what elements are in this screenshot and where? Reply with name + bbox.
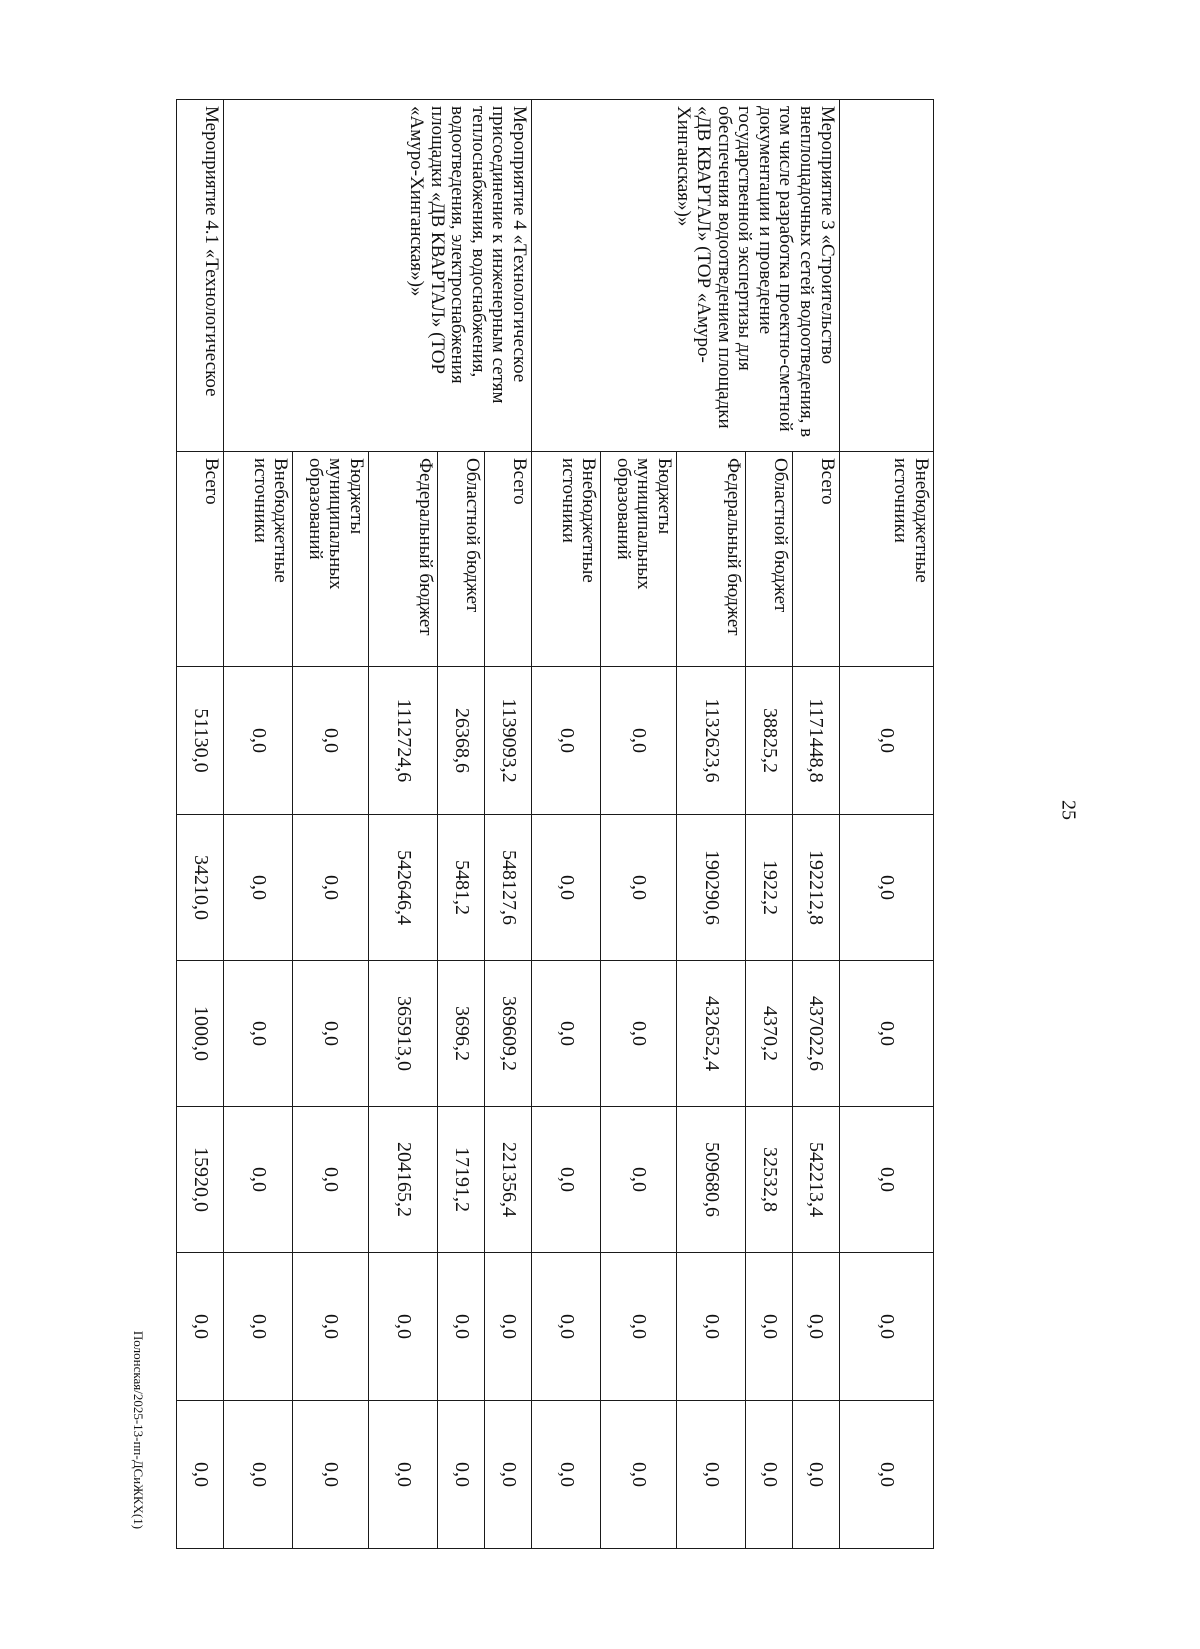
value-cell: 26368,6: [438, 667, 485, 815]
value-cell: 0,0: [368, 1253, 437, 1401]
funding-source-cell: Внебюджетные источники: [223, 452, 292, 667]
value-cell: 0,0: [792, 1253, 839, 1401]
funding-source-cell: Бюджеты муниципальных образований: [293, 452, 369, 667]
value-cell: 51130,0: [177, 667, 224, 815]
value-cell: 0,0: [601, 815, 677, 961]
activity-title-cell: [839, 100, 933, 452]
value-cell: 0,0: [746, 1401, 793, 1549]
value-cell: 432652,4: [676, 961, 745, 1107]
funding-source-cell: Всего: [177, 452, 224, 667]
funding-source-cell: Всего: [792, 452, 839, 667]
value-cell: 0,0: [839, 1107, 933, 1253]
funding-source-cell: Внебюджетные источники: [839, 452, 933, 667]
value-cell: 0,0: [223, 815, 292, 961]
value-cell: 0,0: [531, 961, 600, 1107]
value-cell: 34210,0: [177, 815, 224, 961]
value-cell: 0,0: [531, 1401, 600, 1549]
funding-source-cell: Федеральный бюджет: [676, 452, 745, 667]
funding-source-cell: Внебюджетные источники: [531, 452, 600, 667]
table-rotation-frame: [176, 99, 934, 1548]
value-cell: 0,0: [484, 1401, 531, 1549]
value-cell: 0,0: [223, 667, 292, 815]
value-cell: 542213,4: [792, 1107, 839, 1253]
value-cell: 1139093,2: [484, 667, 531, 815]
funding-table: [176, 99, 934, 1549]
value-cell: 0,0: [293, 667, 369, 815]
value-cell: 0,0: [531, 1107, 600, 1253]
value-cell: 0,0: [223, 961, 292, 1107]
value-cell: 437022,6: [792, 961, 839, 1107]
value-cell: 0,0: [839, 667, 933, 815]
value-cell: 0,0: [293, 1107, 369, 1253]
value-cell: 0,0: [438, 1253, 485, 1401]
value-cell: 0,0: [839, 815, 933, 961]
funding-source-cell: Всего: [484, 452, 531, 667]
value-cell: 32532,8: [746, 1107, 793, 1253]
value-cell: 0,0: [531, 1253, 600, 1401]
value-cell: 0,0: [601, 1401, 677, 1549]
value-cell: 0,0: [484, 1253, 531, 1401]
value-cell: 15920,0: [177, 1107, 224, 1253]
table-row: [177, 100, 224, 1549]
funding-source-cell: Бюджеты муниципальных образований: [601, 452, 677, 667]
value-cell: 0,0: [223, 1107, 292, 1253]
value-cell: 1000,0: [177, 961, 224, 1107]
page-number: 25: [1057, 800, 1080, 820]
value-cell: 0,0: [676, 1253, 745, 1401]
value-cell: 0,0: [177, 1253, 224, 1401]
value-cell: 1922,2: [746, 815, 793, 961]
value-cell: 190290,6: [676, 815, 745, 961]
value-cell: 4370,2: [746, 961, 793, 1107]
value-cell: 0,0: [676, 1401, 745, 1549]
value-cell: 0,0: [839, 961, 933, 1107]
document-id-footer: Полонская/2025-13-пп-ДСиЖКХ(1): [131, 1330, 146, 1530]
value-cell: 0,0: [601, 1107, 677, 1253]
value-cell: 0,0: [438, 1401, 485, 1549]
value-cell: 542646,4: [368, 815, 437, 961]
value-cell: 1112724,6: [368, 667, 437, 815]
value-cell: 5481,2: [438, 815, 485, 961]
value-cell: 192212,8: [792, 815, 839, 961]
value-cell: 0,0: [223, 1253, 292, 1401]
value-cell: 0,0: [792, 1401, 839, 1549]
activity-title-cell: Мероприятие 4 «Технологическое присоединение к инженерным сетям теплоснабжения, водоснабжения, водоотведения, электроснабжения площадки «ДВ КВАРТАЛ» (ТОР «Амуро-Хинганская»)»: [223, 100, 531, 452]
funding-source-cell: Областной бюджет: [746, 452, 793, 667]
activity-title-cell: Мероприятие 3 «Строительство внеплощадочных сетей водоотведения, в том числе разработка проектно-сметной документации и проведение государственной экспертизы для обеспечения водоотведением площадки «ДВ КВАРТАЛ» (ТОР «Амуро-Хинганская»)»: [531, 100, 839, 452]
value-cell: 0,0: [368, 1401, 437, 1549]
value-cell: 0,0: [601, 1253, 677, 1401]
value-cell: 1132623,6: [676, 667, 745, 815]
value-cell: 0,0: [601, 961, 677, 1107]
table-row: [839, 100, 933, 1549]
value-cell: 17191,2: [438, 1107, 485, 1253]
table-row: [484, 100, 531, 1549]
value-cell: 204165,2: [368, 1107, 437, 1253]
value-cell: 0,0: [839, 1401, 933, 1549]
activity-title-cell: Мероприятие 4.1 «Технологическое: [177, 100, 224, 452]
value-cell: 0,0: [746, 1253, 793, 1401]
value-cell: 38825,2: [746, 667, 793, 815]
value-cell: 0,0: [531, 815, 600, 961]
value-cell: 221356,4: [484, 1107, 531, 1253]
value-cell: 0,0: [531, 667, 600, 815]
value-cell: 0,0: [293, 815, 369, 961]
table-row: [792, 100, 839, 1549]
value-cell: 0,0: [293, 1401, 369, 1549]
value-cell: 0,0: [223, 1401, 292, 1549]
value-cell: 365913,0: [368, 961, 437, 1107]
value-cell: 509680,6: [676, 1107, 745, 1253]
value-cell: 0,0: [177, 1401, 224, 1549]
rotated-table-container: [176, 99, 934, 1548]
value-cell: 1171448,8: [792, 667, 839, 815]
value-cell: 0,0: [293, 961, 369, 1107]
value-cell: 0,0: [293, 1253, 369, 1401]
value-cell: 0,0: [601, 667, 677, 815]
funding-source-cell: Областной бюджет: [438, 452, 485, 667]
value-cell: 369609,2: [484, 961, 531, 1107]
value-cell: 3696,2: [438, 961, 485, 1107]
value-cell: 0,0: [839, 1253, 933, 1401]
funding-source-cell: Федеральный бюджет: [368, 452, 437, 667]
value-cell: 548127,6: [484, 815, 531, 961]
